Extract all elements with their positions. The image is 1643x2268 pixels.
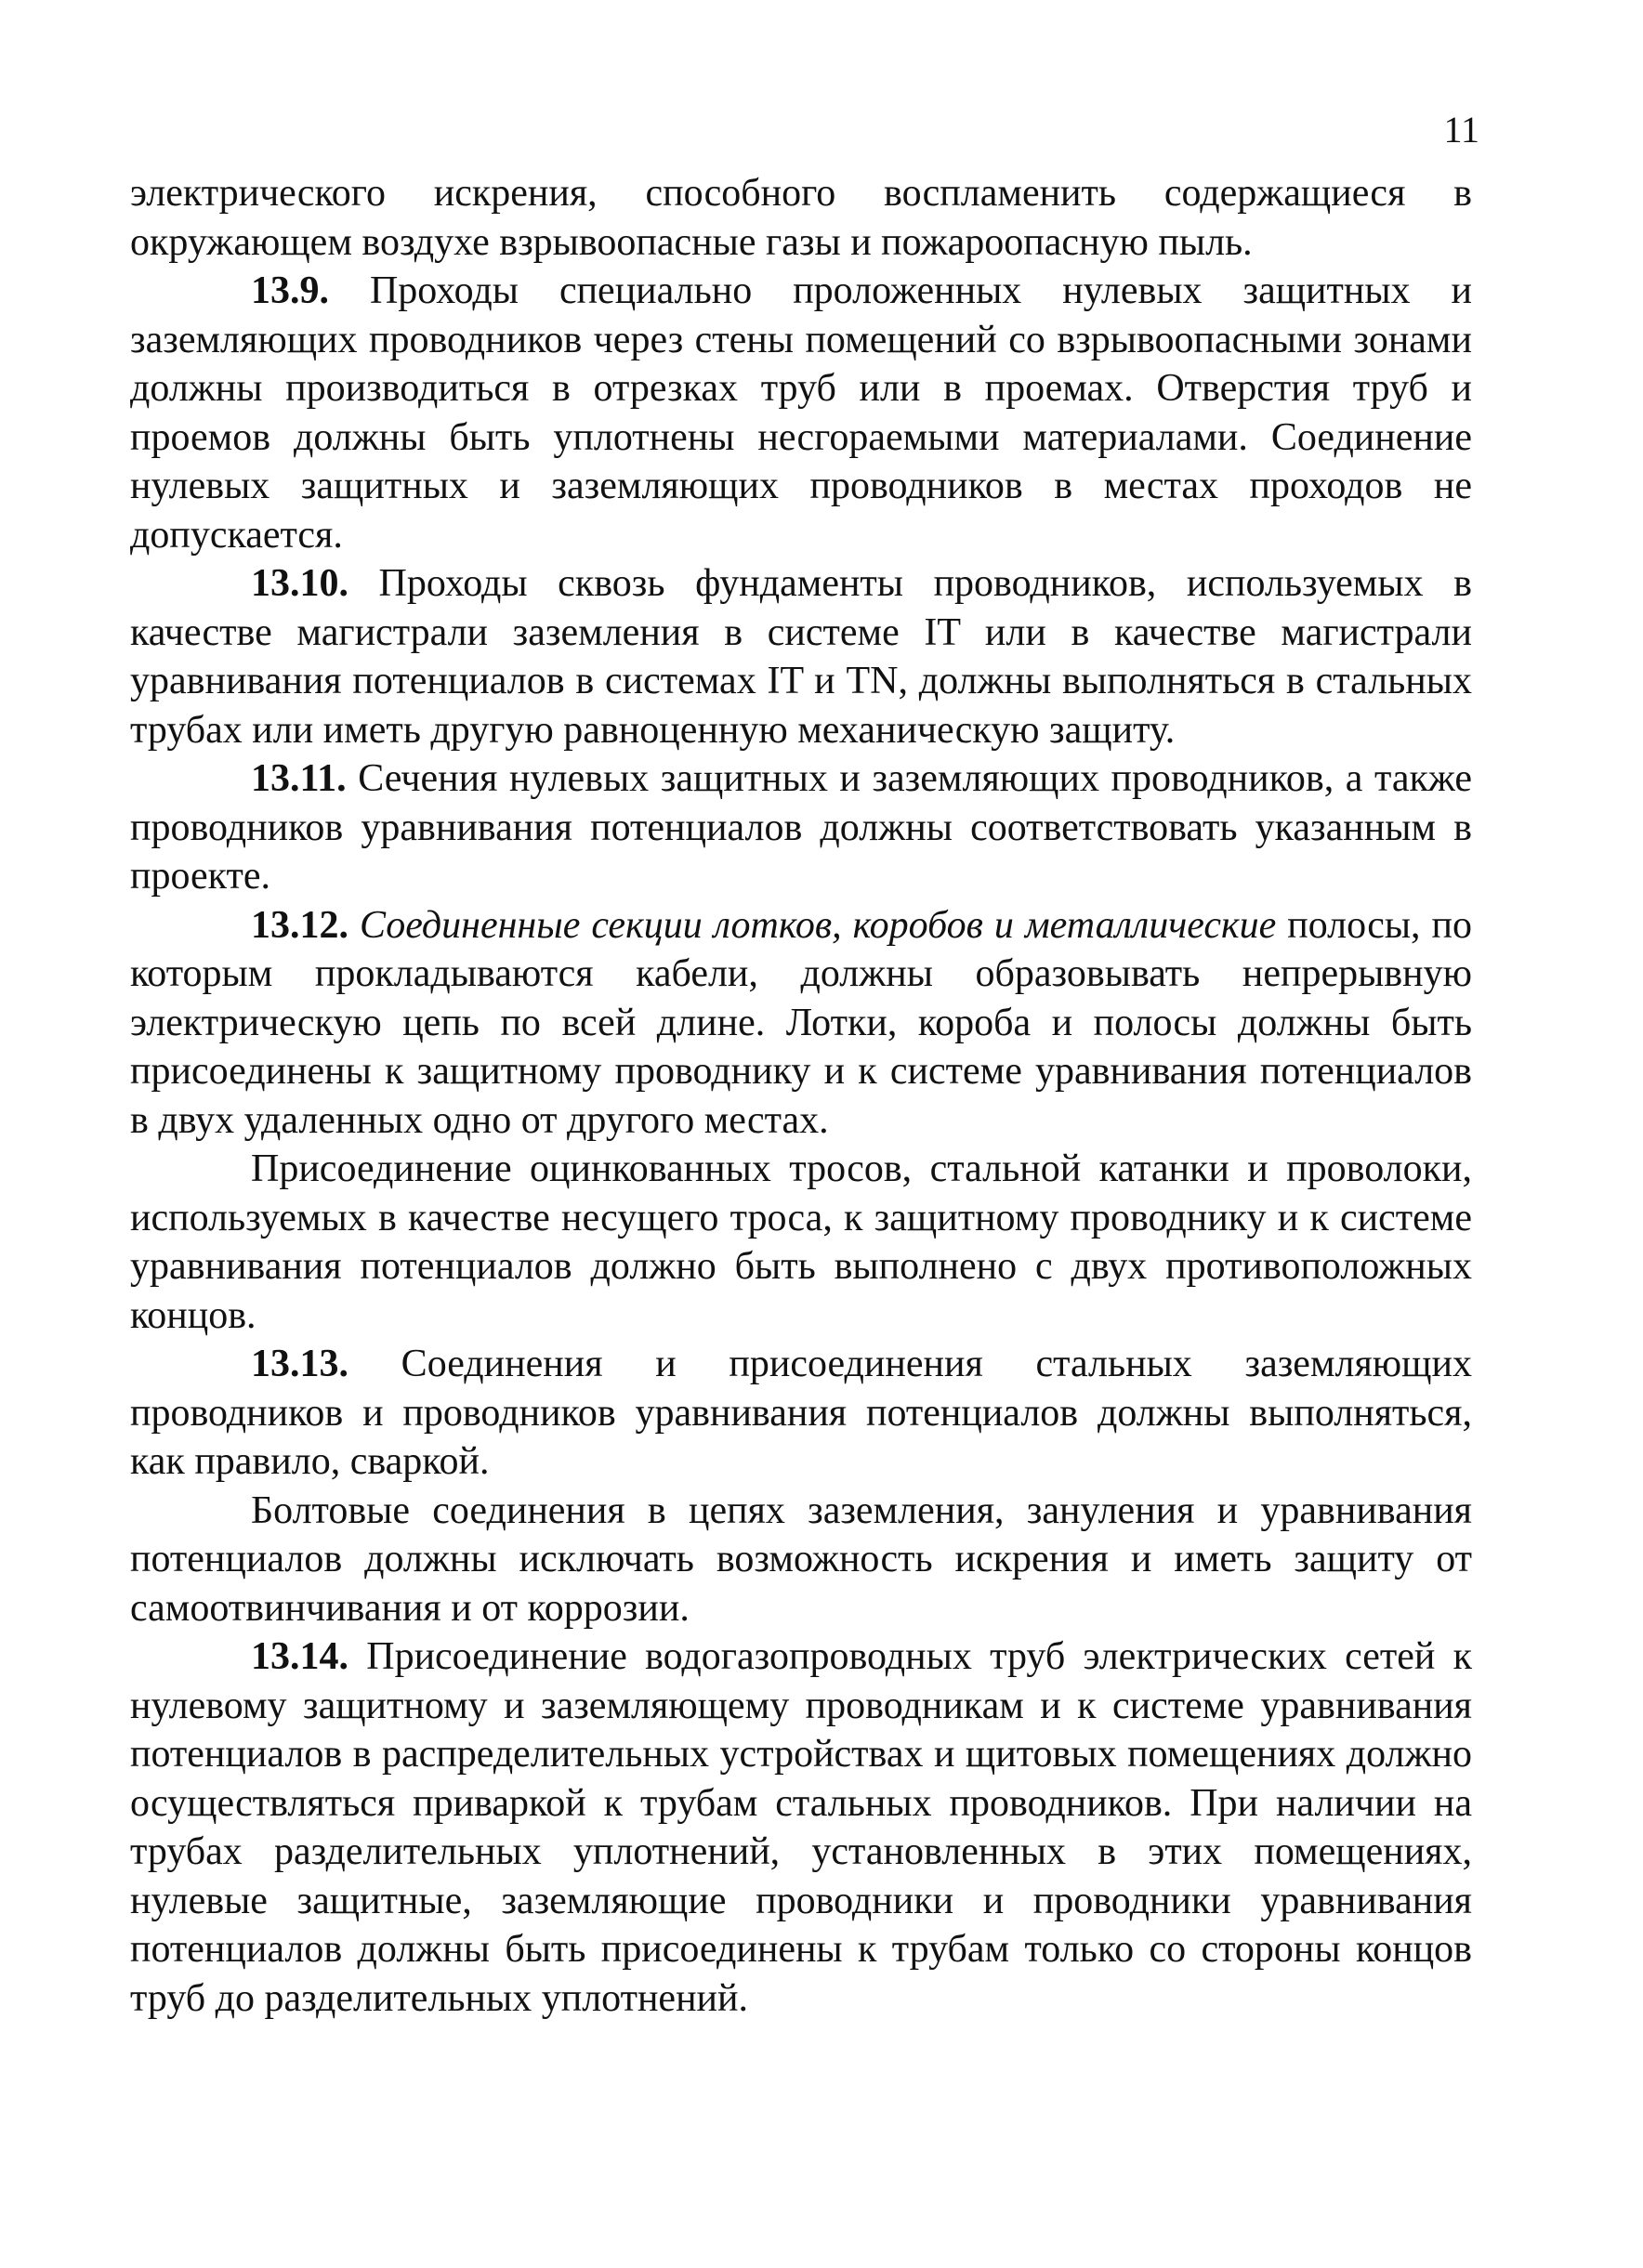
paragraph-13-12 xyxy=(130,901,1472,1146)
clause-number: 13.13. xyxy=(251,1343,348,1385)
paragraph-text: Присоединение оцинкованных тросов, стальной катанки и проволоки, используемых в качестве несущего троса, к защитному проводнику и к системе уравнивания потенциалов должно быть выполнено с двух противоположных концов. xyxy=(130,1147,1472,1337)
paragraph-text: полосы, по которым прокладываются кабели, должны образовывать непрерывную электрическую цепь по всей длине. Лотки, короба и полосы должны быть присоединены к защитному проводнику и к системе уравнивания потенциалов в двух удаленных одно от другого местах. xyxy=(130,903,1473,1142)
clause-number: 13.12. xyxy=(251,903,348,947)
paragraph-13-14 xyxy=(130,1632,1472,2023)
paragraph-13-9 xyxy=(130,267,1472,559)
paragraph-text: Болтовые соединения в цепях заземления, зануления и уравнивания потенциалов должны исключать возможность искрения и иметь защиту от самоотвинчивания и от коррозии. xyxy=(130,1488,1472,1630)
document-body xyxy=(130,169,1472,2023)
paragraph-13-13 xyxy=(130,1340,1472,1487)
page-number: 11 xyxy=(1443,109,1479,151)
clause-number: 13.10. xyxy=(251,562,348,605)
paragraph-13-13-cont xyxy=(130,1487,1472,1633)
paragraph-text: Соединения и присоединения стальных заземляющих проводников и проводников уравнивания потенциалов должны выполняться, как правило, сваркой. xyxy=(130,1343,1472,1483)
paragraph-italic-text: Соединенные секции лотков, коробов и металлические xyxy=(348,903,1277,947)
clause-number: 13.11. xyxy=(251,757,347,800)
paragraph-13-11 xyxy=(130,754,1472,901)
paragraph-13-10 xyxy=(130,559,1472,754)
paragraph-text: Сечения нулевых защитных и заземляющих проводников, а также проводников уравнивания потенциалов должны соответствовать указанным в проекте. xyxy=(130,757,1472,898)
paragraph-continuation xyxy=(130,169,1472,267)
paragraph-text: Проходы сквозь фундаменты проводников, используемых в качестве магистрали заземления в системе IT или в качестве магистрали уравнивания потенциалов в системах IT и TN, должны выполняться в стальных трубах или иметь другую равноценную механическую защиту. xyxy=(130,562,1472,752)
paragraph-text: Проходы специально проложенных нулевых защитных и заземляющих проводников через стены помещений со взрывоопасными зонами должны производиться в отрезках труб или в проемах. Отверстия труб и проемов должны быть уплотнены несгораемыми материалами. Соединение нулевых защитных и заземляющих проводников в местах проходов не допускается. xyxy=(130,269,1472,557)
paragraph-text: Присоединение водогазопроводных труб электрических сетей к нулевому защитному и заземляющему проводникам и к системе уравнивания потенциалов в распределительных устройствах и щитовых помещениях должно осуществляться приваркой к трубам стальных проводников. При наличии на трубах разделительных уплотнений, установленных в этих помещениях, нулевые защитные, заземляющие проводники и проводники уравнивания потенциалов должны быть присоединены к трубам только со стороны концов труб до разделительных уплотнений. xyxy=(130,1635,1472,2020)
clause-number: 13.9. xyxy=(251,269,329,312)
paragraph-13-12-cont xyxy=(130,1145,1472,1340)
paragraph-text: электрического искрения, способного воспламенить содержащиеся в окружающем воздухе взрывоопасные газы и пожароопасную пыль. xyxy=(130,172,1472,264)
clause-number: 13.14. xyxy=(251,1635,348,1678)
